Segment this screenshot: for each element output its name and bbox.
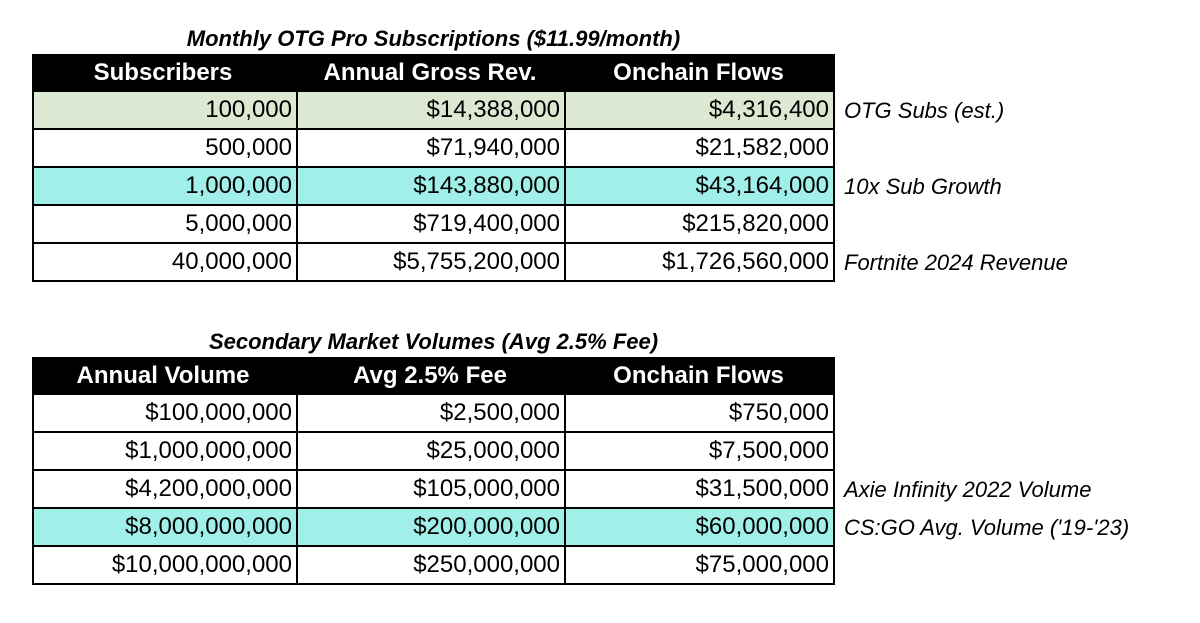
row-note: OTG Subs (est.)	[844, 98, 1005, 123]
column-header: Onchain Flows	[613, 59, 784, 86]
table-row	[32, 395, 835, 433]
table-cell: $10,000,000,000	[32, 547, 298, 585]
table-cell: $71,940,000	[298, 130, 566, 168]
table-row	[32, 168, 1002, 206]
table-cell: $31,500,000	[566, 471, 835, 509]
table-row	[32, 206, 835, 244]
table-cell: $14,388,000	[298, 92, 566, 130]
table-row	[32, 509, 1130, 547]
table-cell: 5,000,000	[32, 206, 298, 244]
table-cell: $1,000,000,000	[32, 433, 298, 471]
volumes-table	[32, 327, 1130, 585]
column-header: Onchain Flows	[613, 362, 784, 389]
table-title: Monthly OTG Pro Subscriptions ($11.99/month)	[186, 26, 681, 51]
table-cell: $25,000,000	[298, 433, 566, 471]
column-header: Annual Gross Rev.	[323, 59, 537, 86]
table-cell: $4,200,000,000	[32, 471, 298, 509]
table-cell: $250,000,000	[298, 547, 566, 585]
table-cell: $1,726,560,000	[566, 244, 835, 282]
table-row	[32, 547, 835, 585]
table-row	[32, 92, 1005, 130]
table-cell: $8,000,000,000	[32, 509, 298, 547]
table-row	[32, 471, 1092, 509]
table-cell: $200,000,000	[298, 509, 566, 547]
table-cell: $215,820,000	[566, 206, 835, 244]
table-cell: 500,000	[32, 130, 298, 168]
column-header: Avg 2.5% Fee	[353, 362, 507, 389]
row-note: CS:GO Avg. Volume ('19-'23)	[844, 515, 1130, 540]
table-cell: $4,316,400	[566, 92, 835, 130]
table-cell: $143,880,000	[298, 168, 566, 206]
table-cell: $7,500,000	[566, 433, 835, 471]
table-cell: $43,164,000	[566, 168, 835, 206]
table-cell: $5,755,200,000	[298, 244, 566, 282]
row-note: Axie Infinity 2022 Volume	[844, 477, 1092, 502]
table-cell: $719,400,000	[298, 206, 566, 244]
table-row	[32, 433, 835, 471]
row-note: 10x Sub Growth	[844, 174, 1002, 199]
table-cell: 40,000,000	[32, 244, 298, 282]
table-cell: 1,000,000	[32, 168, 298, 206]
column-header: Annual Volume	[76, 362, 250, 389]
table-row	[32, 130, 835, 168]
header-row	[32, 54, 835, 92]
table-cell: $75,000,000	[566, 547, 835, 585]
table-cell: $60,000,000	[566, 509, 835, 547]
table-cell: $750,000	[566, 395, 835, 433]
header-row	[32, 357, 835, 395]
row-note: Fortnite 2024 Revenue	[844, 250, 1068, 275]
table-cell: $21,582,000	[566, 130, 835, 168]
table-title: Secondary Market Volumes (Avg 2.5% Fee)	[208, 329, 659, 354]
table-cell: 100,000	[32, 92, 298, 130]
table-cell: $2,500,000	[298, 395, 566, 433]
column-header: Subscribers	[93, 59, 233, 86]
table-cell: $100,000,000	[32, 395, 298, 433]
table-cell: $105,000,000	[298, 471, 566, 509]
table-row	[32, 244, 1068, 282]
subscriptions-table	[32, 24, 1068, 282]
